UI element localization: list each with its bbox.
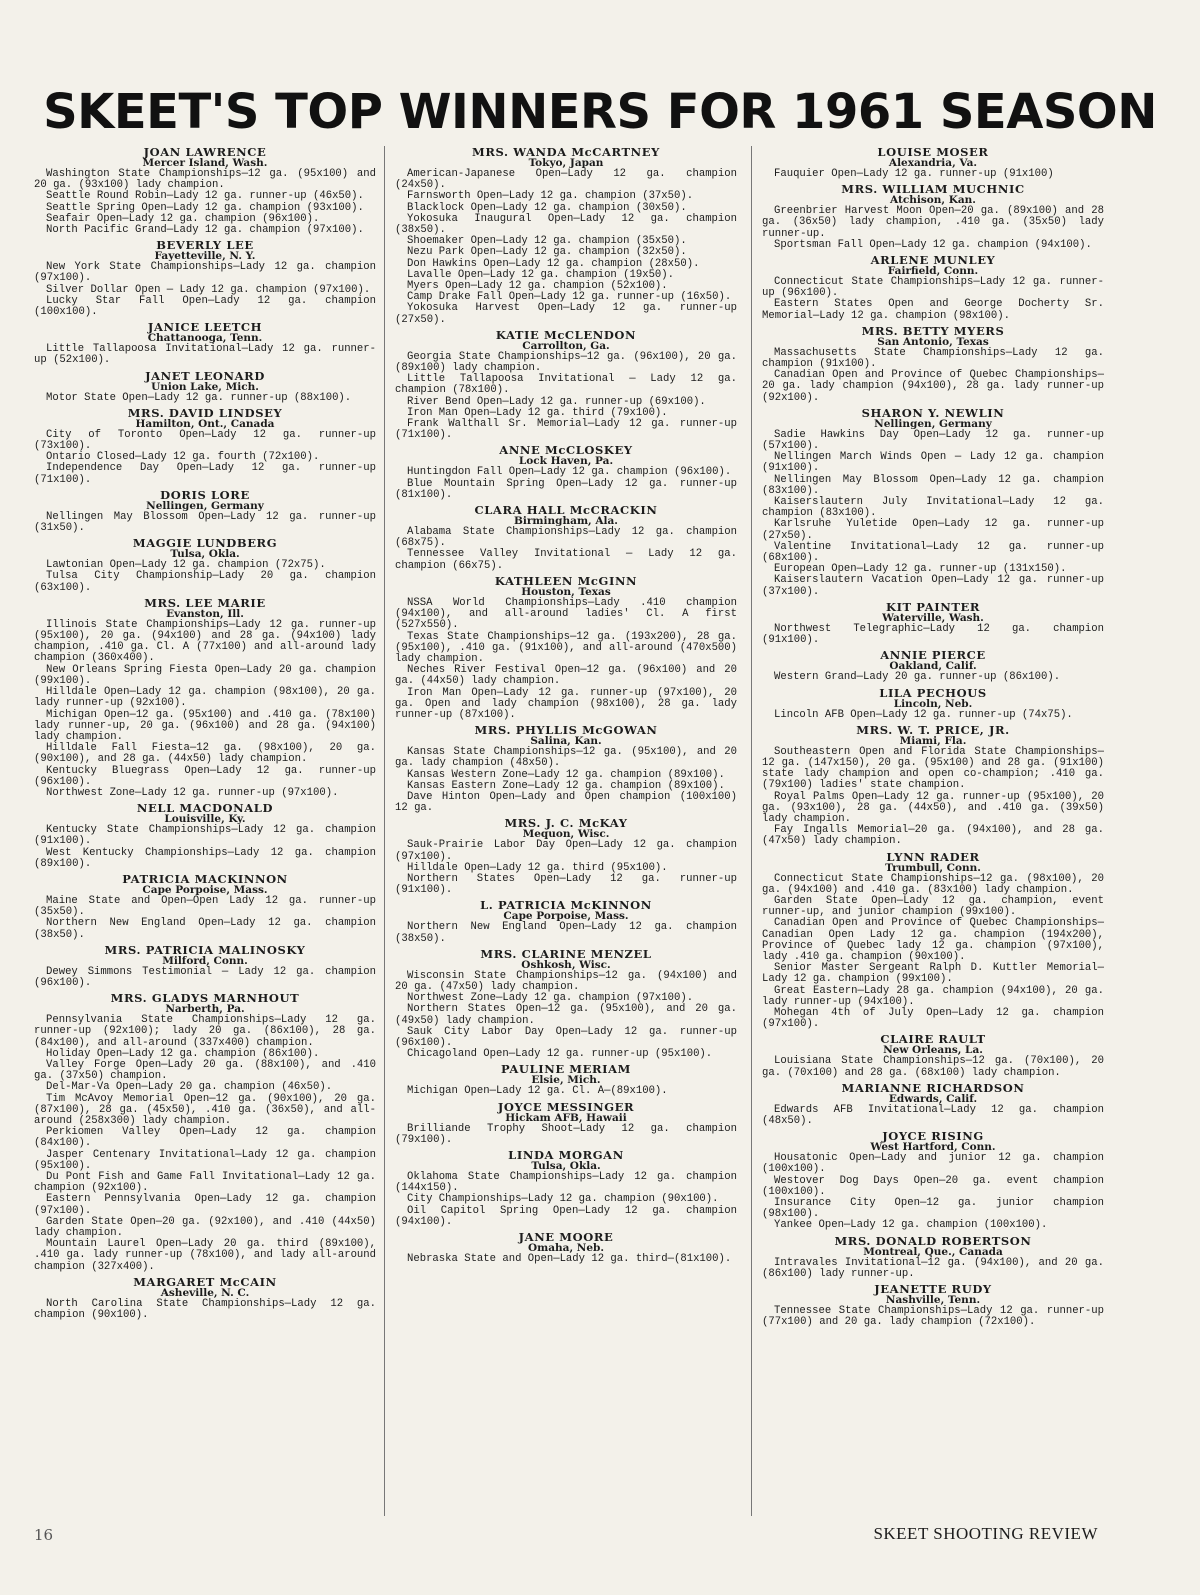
- event-result: Tennessee State Championships—Lady 12 ga. runner-up (77x100) and 20 ga. lady champion (72x100).: [762, 1305, 1104, 1329]
- event-result: North Pacific Grand—Lady 12 ga. champion (97x100).: [46, 224, 364, 237]
- winner-hometown: Nellingen, Germany: [874, 417, 992, 430]
- winner-entry: [395, 575, 737, 721]
- event-result: Northwest Telegraphic—Lady 12 ga. champion (91x100).: [762, 622, 1104, 647]
- winner-hometown: Evanston, Ill.: [166, 607, 244, 620]
- winner-entry: [34, 537, 376, 594]
- winner-entry: [762, 1082, 1104, 1127]
- winner-name: LILA PECHOUS: [879, 685, 987, 700]
- event-result: Edwards AFB Invitational—Lady 12 ga. champion (48x50).: [762, 1103, 1104, 1127]
- event-result: Hilldale Fall Fiesta—12 ga. (98x100), 20 ga. (90x100), and 28 ga. (44x50) lady champion.: [34, 742, 376, 766]
- winner-hometown: Montreal, Que., Canada: [863, 1245, 1003, 1258]
- winner-name: JOYCE RISING: [882, 1129, 984, 1144]
- event-result: Tennessee Valley Invitational — Lady 12 ga. champion (66x75).: [395, 548, 737, 572]
- winner-name: LYNN RADER: [886, 849, 980, 864]
- winner-entry: [395, 1149, 737, 1228]
- event-result: Yokosuka Harvest Open—Lady 12 ga. runner-up (27x50).: [395, 302, 737, 326]
- winner-entry: [395, 724, 737, 814]
- winner-hometown: Edwards, Calif.: [888, 1092, 978, 1105]
- page-title: SKEET'S TOP WINNERS FOR 1961 SEASON: [43, 84, 1157, 140]
- winner-entry: [34, 239, 376, 318]
- winner-hometown: New Orleans, La.: [883, 1044, 983, 1057]
- event-result: Connecticut State Championships—Lady 12 ga. runner-up (96x100).: [762, 276, 1104, 300]
- winner-hometown: Hamilton, Ont., Canada: [135, 417, 275, 430]
- winner-name: PAULINE MERIAM: [501, 1062, 631, 1077]
- winner-entry: [762, 1283, 1104, 1328]
- winner-hometown: Louisville, Ky.: [164, 813, 246, 826]
- event-result: Sauk City Labor Day Open—Lady 12 ga. runner-up (96x100).: [395, 1025, 737, 1049]
- event-result: Intravales Invitational—12 ga. (94x100), and 20 ga. (86x100) lady runner-up.: [762, 1256, 1104, 1280]
- winner-name: DORIS LORE: [160, 487, 250, 502]
- event-result: Valley Forge Open—Lady 20 ga. (88x100), and .410 ga. (37x50) champion.: [34, 1058, 376, 1083]
- winner-name: L. PATRICIA McKINNON: [480, 898, 652, 913]
- event-result: Seafair Open—Lady 12 ga. champion (96x100).: [46, 212, 320, 225]
- winner-entry: [762, 1033, 1104, 1078]
- winner-hometown: Lincoln, Neb.: [893, 697, 973, 710]
- event-result: Massachusetts State Championships—Lady 12 ga. champion (91x100).: [762, 346, 1104, 371]
- event-result: Kansas State Championships—12 ga. (95x100), and 20 ga. lady champion (48x50).: [395, 746, 737, 770]
- winner-name: PATRICIA MACKINNON: [122, 871, 288, 886]
- winner-entry: [34, 146, 376, 236]
- event-result: Independence Day Open—Lady 12 ga. runner-up (71x100).: [34, 462, 376, 486]
- winner-entry: [34, 992, 376, 1273]
- winner-name: CLARA HALL McCRACKIN: [474, 503, 658, 518]
- winner-name: CLAIRE RAULT: [880, 1032, 986, 1047]
- event-result: Wisconsin State Championships—12 ga. (94x100) and 20 ga. (47x50) lady champion.: [395, 969, 737, 993]
- publication-name: SKEET SHOOTING REVIEW: [873, 1524, 1098, 1543]
- event-result: Garden State Open—20 ga. (92x100), and .410 (44x50) lady champion.: [34, 1215, 376, 1240]
- event-result: Iron Man Open—Lady 12 ga. third (79x100).: [407, 406, 668, 419]
- winner-entry: [34, 321, 376, 366]
- event-result: Garden State Open—Lady 12 ga. champion, event runner-up, and junior champion (99x100).: [762, 894, 1104, 919]
- event-result: Senior Master Sergeant Ralph D. Kuttler Memorial—Lady 12 ga. champion (99x100).: [762, 962, 1104, 986]
- winner-entry: [395, 504, 737, 572]
- column-1: [34, 146, 376, 1516]
- winner-hometown: Houston, Texas: [521, 585, 611, 598]
- winner-hometown: Tulsa, Okla.: [170, 548, 240, 561]
- event-result: Kentucky Bluegrass Open—Lady 12 ga. runner-up (96x100).: [34, 764, 376, 788]
- winner-entry: [762, 325, 1104, 404]
- winner-entry: [34, 802, 376, 870]
- event-result: Farnsworth Open—Lady 12 ga. champion (37x50).: [407, 190, 694, 203]
- event-result: Nellingen March Winds Open — Lady 12 ga. champion (91x100).: [762, 451, 1104, 475]
- winner-hometown: Cape Porpoise, Mass.: [503, 910, 629, 923]
- event-result: American-Japanese Open—Lady 12 ga. champion (24x50).: [395, 168, 737, 192]
- event-result: Brilliande Trophy Shoot—Lady 12 ga. champion (79x100).: [395, 1122, 737, 1146]
- event-result: North Carolina State Championships—Lady 12 ga. champion (90x100).: [34, 1297, 376, 1322]
- winner-name: MRS. BETTY MYERS: [861, 323, 1005, 338]
- event-result: Blue Mountain Spring Open—Lady 12 ga. runner-up (81x100).: [395, 477, 737, 501]
- event-result: Michigan Open—Lady 12 ga. Cl. A—(89x100).: [407, 1085, 668, 1098]
- event-result: Insurance City Open—12 ga. junior champion (98x100).: [762, 1197, 1104, 1221]
- event-result: Great Eastern—Lady 28 ga. champion (94x100), 20 ga. lady runner-up (94x100).: [762, 984, 1104, 1008]
- winner-hometown: Miami, Fla.: [899, 734, 967, 747]
- event-result: Lucky Star Fall Open—Lady 12 ga. champion (100x100).: [34, 294, 376, 319]
- event-result: Lavalle Open—Lady 12 ga. champion (19x50).: [407, 268, 675, 281]
- winner-hometown: West Hartford, Conn.: [870, 1141, 996, 1154]
- winner-hometown: Tokyo, Japan: [528, 157, 604, 169]
- winner-hometown: Waterville, Wash.: [882, 611, 984, 624]
- event-result: Michigan Open—12 ga. (95x100) and .410 ga. (78x100) lady runner-up, 20 ga. (96x100) and 28 ga. (94x100) lady champion.: [34, 708, 376, 743]
- event-result: Tim McAvoy Memorial Open—12 ga. (90x100), 20 ga. (87x100), 28 ga. (45x50), .410 ga. (36x50), and all-around (258x300) lady champion.: [34, 1092, 376, 1127]
- winner-name: LINDA MORGAN: [508, 1148, 624, 1162]
- event-result: Iron Man Open—Lady 12 ga. runner-up (97x100), 20 ga. Open and lady champion (98x100), 28 ga. lady runner-up (87x100).: [395, 686, 737, 721]
- event-result: Silver Dollar Open — Lady 12 ga. champion (97x100).: [46, 283, 371, 296]
- winner-entry: [762, 146, 1104, 180]
- winner-name: MRS. WANDA McCARTNEY: [472, 146, 660, 159]
- event-result: Northern States Open—12 ga. (95x100), and 20 ga. (49x50) lady champion.: [395, 1003, 737, 1027]
- winner-hometown: Alexandria, Va.: [888, 157, 978, 169]
- event-result: Shoemaker Open—Lady 12 ga. champion (35x50).: [407, 235, 687, 248]
- event-result: West Kentucky Championships—Lady 12 ga. champion (89x100).: [34, 846, 376, 870]
- event-result: Don Hawkins Open—Lady 12 ga. champion (28x50).: [407, 257, 700, 270]
- event-result: Dave Hinton Open—Lady and Open champion (100x100) 12 ga.: [395, 790, 737, 815]
- winner-hometown: Carrollton, Ga.: [522, 339, 610, 352]
- event-result: Tulsa City Championship—Lady 20 ga. champion (63x100).: [34, 570, 376, 594]
- page-number: 16: [34, 1526, 54, 1544]
- event-result: Yankee Open—Lady 12 ga. champion (100x100).: [774, 1219, 1048, 1232]
- event-result: Westover Dog Days Open—20 ga. event champion (100x100).: [762, 1174, 1104, 1198]
- event-result: Eastern States Open and George Docherty Sr. Memorial—Lady 12 ga. champion (98x100).: [762, 298, 1104, 322]
- winner-name: MRS. DONALD ROBERTSON: [834, 1233, 1032, 1248]
- winner-entry: [762, 407, 1104, 598]
- winner-name: MARGARET McCAIN: [133, 1274, 277, 1289]
- event-result: Nezu Park Open—Lady 12 ga. champion (32x50).: [407, 246, 687, 259]
- winner-name: NELL MACDONALD: [136, 801, 274, 816]
- winner-hometown: Nashville, Tenn.: [885, 1294, 981, 1307]
- event-result: Chicagoland Open—Lady 12 ga. runner-up (95x100).: [407, 1048, 713, 1061]
- event-result: Yokosuka Inaugural Open—Lady 12 ga. champion (38x50).: [395, 212, 737, 237]
- winner-name: JOAN LAWRENCE: [143, 146, 267, 159]
- event-result: Canadian Open and Province of Quebec Championships—20 ga. lady champion (94x100), 28 ga. lady runner-up (92x100).: [762, 369, 1104, 404]
- event-result: Huntingdon Fall Open—Lady 12 ga. champion (96x100).: [407, 466, 732, 479]
- winner-hometown: Nellingen, Germany: [146, 499, 264, 512]
- event-result: Washington State Championships—12 ga. (95x100) and 20 ga. (93x100) lady champion.: [34, 168, 376, 192]
- event-result: Greenbrier Harvest Moon Open—20 ga. (89x100) and 28 ga. (36x50) lady champion, .410 ga. (35x50) lady runner-up.: [762, 205, 1104, 240]
- event-result: Nebraska State and Open—Lady 12 ga. third—(81x100).: [407, 1253, 732, 1266]
- event-result: Fauquier Open—Lady 12 ga. runner-up (91x100): [774, 168, 1054, 180]
- event-result: Southeastern Open and Florida State Championships—12 ga. (147x150), 20 ga. (95x100) and 28 ga. (91x100) state lady champion and open co-champion; .410 ga. (79x100) ladies' state champion.: [762, 745, 1104, 792]
- winner-name: LOUISE MOSER: [877, 146, 989, 159]
- winner-hometown: Mequon, Wisc.: [522, 828, 610, 841]
- winner-entry: [762, 649, 1104, 683]
- winner-hometown: Oshkosh, Wisc.: [521, 958, 611, 971]
- winner-entry: [34, 944, 376, 989]
- event-result: Nellingen May Blossom Open—Lady 12 ga. champion (83x100).: [762, 473, 1104, 497]
- winner-entry: [34, 489, 376, 534]
- event-result: Lincoln AFB Open—Lady 12 ga. runner-up (74x75).: [774, 708, 1073, 721]
- event-result: Hilldale Open—Lady 12 ga. third (95x100).: [407, 861, 668, 874]
- winner-entry: [762, 183, 1104, 251]
- winner-hometown: Trumbull, Conn.: [885, 861, 981, 874]
- event-result: Karlsruhe Yuletide Open—Lady 12 ga. runner-up (27x50).: [762, 518, 1104, 542]
- event-result: Jasper Centenary Invitational—Lady 12 ga. champion (95x100).: [34, 1148, 376, 1172]
- event-result: Northwest Zone—Lady 12 ga. champion (97x100).: [407, 992, 694, 1005]
- winner-entry: [762, 1235, 1104, 1280]
- event-result: Illinois State Championships—Lady 12 ga. runner-up (95x100), 20 ga. (94x100) and 28 ga. (94x100) lady champion, .410 ga. Cl. A (77x100) and all-around lady champion (360x400).: [34, 618, 376, 665]
- event-result: Kaiserslautern Vacation Open—Lady 12 ga. runner-up (37x100).: [762, 574, 1104, 598]
- winner-entry: [762, 1130, 1104, 1231]
- event-result: Kentucky State Championships—Lady 12 ga. champion (91x100).: [34, 824, 376, 848]
- winner-entry: [395, 817, 737, 896]
- event-result: Mohegan 4th of July Open—Lady 12 ga. champion (97x100).: [762, 1006, 1104, 1031]
- winner-name: MRS. DAVID LINDSEY: [127, 405, 283, 420]
- event-result: Du Pont Fish and Game Fall Invitational—Lady 12 ga. champion (92x100).: [34, 1171, 376, 1195]
- event-result: Frank Walthall Sr. Memorial—Lady 12 ga. runner-up (71x100).: [395, 418, 737, 442]
- event-result: Louisiana State Championships—12 ga. (70x100), 20 ga. (70x100) and 28 ga. (68x100) lady champion.: [762, 1055, 1104, 1079]
- event-result: Perkiomen Valley Open—Lady 12 ga. champion (84x100).: [34, 1126, 376, 1150]
- winner-entry: [34, 370, 376, 404]
- winner-name: MRS. PATRICIA MALINOSKY: [104, 942, 306, 957]
- winner-entry: [395, 146, 737, 326]
- event-result: European Open—Lady 12 ga. runner-up (131x150).: [774, 563, 1067, 576]
- winner-name: MRS. LEE MARIE: [144, 595, 266, 610]
- winner-hometown: Milford, Conn.: [162, 954, 248, 967]
- winner-name: MRS. WILLIAM MUCHNIC: [841, 182, 1025, 197]
- winner-entry: [762, 724, 1104, 848]
- event-result: Royal Palms Open—Lady 12 ga. runner-up (95x100), 20 ga. (93x100), 28 ga. (44x50), and .410 ga. (39x50) lady champion.: [762, 790, 1104, 825]
- event-result: Lawtonian Open—Lady 12 ga. champion (72x75).: [46, 559, 326, 572]
- winner-hometown: Chattanooga, Tenn.: [147, 332, 263, 345]
- winner-entry: [395, 444, 737, 501]
- event-result: Oil Capitol Spring Open—Lady 12 ga. champion (94x100).: [395, 1204, 737, 1228]
- event-result: Northwest Zone—Lady 12 ga. runner-up (97x100).: [46, 786, 339, 799]
- event-result: Myers Open—Lady 12 ga. champion (52x100).: [407, 280, 668, 293]
- winner-hometown: San Antonio, Texas: [877, 335, 989, 348]
- event-result: Dewey Simmons Testimonial — Lady 12 ga. champion (96x100).: [34, 965, 376, 989]
- winner-name: MRS. J. C. McKAY: [504, 816, 628, 831]
- winner-name: SHARON Y. NEWLIN: [861, 405, 1005, 420]
- event-result: Motor State Open—Lady 12 ga. runner-up (88x100).: [46, 391, 352, 404]
- winner-name: MARIANNE RICHARDSON: [841, 1080, 1025, 1095]
- event-result: Mountain Laurel Open—Lady 20 ga. third (89x100), .410 ga. lady runner-up (78x100), and lady all-around champion (327x400).: [34, 1238, 376, 1273]
- winner-entry: [762, 687, 1104, 721]
- winner-hometown: Tulsa, Okla.: [531, 1160, 601, 1172]
- event-result: New Orleans Spring Fiesta Open—Lady 20 ga. champion (99x100).: [34, 663, 376, 687]
- winner-name: KIT PAINTER: [885, 599, 981, 614]
- winner-entry: [395, 329, 737, 442]
- event-result: Connecticut State Championships—12 ga. (98x100), 20 ga. (94x100) and .410 ga. (83x100) lady champion.: [762, 872, 1104, 896]
- winner-entry: [762, 254, 1104, 322]
- winner-entry: [34, 873, 376, 941]
- winner-name: ARLENE MUNLEY: [870, 253, 996, 268]
- event-result: Little Tallapoosa Invitational—Lady 12 ga. runner-up (52x100).: [34, 343, 376, 367]
- winner-entry: [34, 597, 376, 799]
- event-result: Eastern Pennsylvania Open—Lady 12 ga. champion (97x100).: [34, 1193, 376, 1217]
- winner-entry: [395, 899, 737, 944]
- winner-entry: [395, 1063, 737, 1097]
- winner-name: JANE MOORE: [518, 1230, 614, 1245]
- event-result: Seattle Round Robin—Lady 12 ga. runner-up (46x50).: [46, 190, 364, 203]
- event-result: Georgia State Championships—12 ga. (96x100), 20 ga. (89x100) lady champion.: [395, 350, 737, 375]
- winner-hometown: Atchison, Kan.: [890, 194, 976, 207]
- event-result: Little Tallapoosa Invitational — Lady 12 ga. champion (78x100).: [395, 373, 737, 397]
- winner-entry: [34, 407, 376, 486]
- event-result: Sportsman Fall Open—Lady 12 ga. champion (94x100).: [774, 238, 1092, 251]
- winner-hometown: Omaha, Neb.: [527, 1242, 605, 1255]
- winner-name: KATHLEEN McGINN: [494, 573, 638, 588]
- event-result: Oklahoma State Championships—Lady 12 ga. champion (144x150).: [395, 1171, 737, 1195]
- event-result: Seattle Spring Open—Lady 12 ga. champion (93x100).: [46, 201, 364, 214]
- winner-name: MRS. GLADYS MARNHOUT: [110, 991, 300, 1006]
- winner-name: BEVERLY LEE: [156, 238, 254, 253]
- winner-entry: [395, 1231, 737, 1265]
- event-result: Northern New England Open—Lady 12 ga. champion (38x50).: [34, 917, 376, 941]
- event-result: Kaiserslautern July Invitational—Lady 12 ga. champion (83x100).: [762, 496, 1104, 520]
- winner-hometown: Mercer Island, Wash.: [142, 157, 268, 169]
- event-result: Northern States Open—Lady 12 ga. runner-up (91x100).: [395, 872, 737, 897]
- winner-hometown: Hickam AFB, Hawaii: [505, 1111, 627, 1124]
- event-result: Fay Ingalls Memorial—20 ga. (94x100), and 28 ga. (47x50) lady champion.: [762, 824, 1104, 848]
- winner-hometown: Elsie, Mich.: [531, 1074, 601, 1087]
- winner-name: MRS. CLARINE MENZEL: [480, 946, 652, 961]
- event-result: Housatonic Open—Lady and junior 12 ga. champion (100x100).: [762, 1152, 1104, 1176]
- event-result: Holiday Open—Lady 12 ga. champion (86x100).: [46, 1047, 320, 1060]
- event-result: Ontario Closed—Lady 12 ga. fourth (72x100).: [46, 451, 320, 464]
- winner-hometown: Birmingham, Ala.: [514, 515, 618, 528]
- winners-columns: [34, 146, 1106, 1516]
- event-result: Canadian Open and Province of Quebec Championships—Canadian Open Lady 12 ga. champion (194x200), Province of Quebec lady 12 ga. champion (97x100), lady .410 ga. champion (90x100).: [762, 917, 1104, 963]
- winner-entry: [395, 1101, 737, 1146]
- event-result: City of Toronto Open—Lady 12 ga. runner-up (73x100).: [34, 428, 376, 453]
- winner-entry: [762, 601, 1104, 646]
- event-result: Pennsylvania State Championships—Lady 12 ga. runner-up (92x100); lady 20 ga. (86x100), 28 ga. (84x100), and all-around (337x400) champion.: [34, 1014, 376, 1049]
- event-result: Northern New England Open—Lady 12 ga. champion (38x50).: [395, 921, 737, 945]
- winner-name: JANET LEONARD: [145, 368, 265, 383]
- event-result: City Championships—Lady 12 ga. champion (90x100).: [407, 1193, 719, 1206]
- event-result: Sauk-Prairie Labor Day Open—Lady 12 ga. champion (97x100).: [395, 839, 737, 863]
- event-result: Blacklock Open—Lady 12 ga. champion (30x50).: [407, 201, 687, 214]
- winner-hometown: Cape Porpoise, Mass.: [142, 883, 268, 896]
- event-result: Camp Drake Fall Open—Lady 12 ga. runner-up (16x50).: [407, 291, 732, 304]
- event-result: Del-Mar-Va Open—Lady 20 ga. champion (46x50).: [46, 1081, 333, 1094]
- winner-hometown: Salina, Kan.: [530, 735, 602, 748]
- event-result: Maine State and Open—Open Lady 12 ga. runner-up (35x50).: [34, 894, 376, 919]
- winner-entry: [395, 948, 737, 1061]
- event-result: Nellingen May Blossom Open—Lady 12 ga. runner-up (31x50).: [34, 510, 376, 535]
- column-3: [762, 146, 1104, 1516]
- winner-entry: [762, 851, 1104, 1031]
- event-result: Valentine Invitational—Lady 12 ga. runner-up (68x100).: [762, 540, 1104, 565]
- event-result: Western Grand—Lady 20 ga. runner-up (86x100).: [774, 671, 1061, 684]
- winner-name: KATIE McCLENDON: [495, 327, 637, 342]
- winner-hometown: Fairfield, Conn.: [887, 265, 979, 278]
- event-result: Alabama State Championships—Lady 12 ga. champion (68x75).: [395, 526, 737, 550]
- winner-name: MRS. W. T. PRICE, JR.: [856, 722, 1010, 737]
- winner-name: ANNIE PIERCE: [880, 648, 986, 663]
- winner-name: JOYCE MESSINGER: [497, 1099, 635, 1114]
- winner-name: MRS. PHYLLIS McGOWAN: [474, 723, 658, 738]
- winner-hometown: Fayetteville, N. Y.: [154, 250, 256, 263]
- event-result: New York State Championships—Lady 12 ga. champion (97x100).: [34, 261, 376, 285]
- event-result: Hilldale Open—Lady 12 ga. champion (98x100), 20 ga. lady runner-up (92x100).: [34, 686, 376, 710]
- event-result: Sadie Hawkins Day Open—Lady 12 ga. runner-up (57x100).: [762, 428, 1104, 453]
- winner-name: MAGGIE LUNDBERG: [132, 536, 278, 551]
- event-result: River Bend Open—Lady 12 ga. runner-up (69x100).: [407, 395, 706, 408]
- event-result: NSSA World Championships—Lady .410 champion (94x100), and all-around ladies' Cl. A first (527x550).: [395, 596, 737, 632]
- winner-hometown: Oakland, Calif.: [889, 660, 977, 673]
- winner-name: ANNE McCLOSKEY: [499, 443, 633, 458]
- winner-entry: [34, 1276, 376, 1321]
- winner-name: JANICE LEETCH: [147, 320, 263, 335]
- winner-hometown: Lock Haven, Pa.: [518, 455, 614, 468]
- winner-name: JEANETTE RUDY: [874, 1282, 992, 1297]
- winner-hometown: Narberth, Pa.: [165, 1003, 245, 1016]
- winner-hometown: Asheville, N. C.: [160, 1286, 250, 1299]
- event-result: Texas State Championships—12 ga. (193x200), 28 ga. (95x100), .410 ga. (91x100), and all-around (470x500) lady champion.: [395, 630, 737, 665]
- event-result: Kansas Eastern Zone—Lady 12 ga. champion (89x100).: [407, 779, 725, 792]
- winner-hometown: Union Lake, Mich.: [151, 380, 259, 393]
- event-result: Neches River Festival Open—12 ga. (96x100) and 20 ga. (44x50) lady champion.: [395, 664, 737, 688]
- column-2: [395, 146, 737, 1516]
- event-result: Kansas Western Zone—Lady 12 ga. champion (89x100).: [407, 768, 725, 781]
